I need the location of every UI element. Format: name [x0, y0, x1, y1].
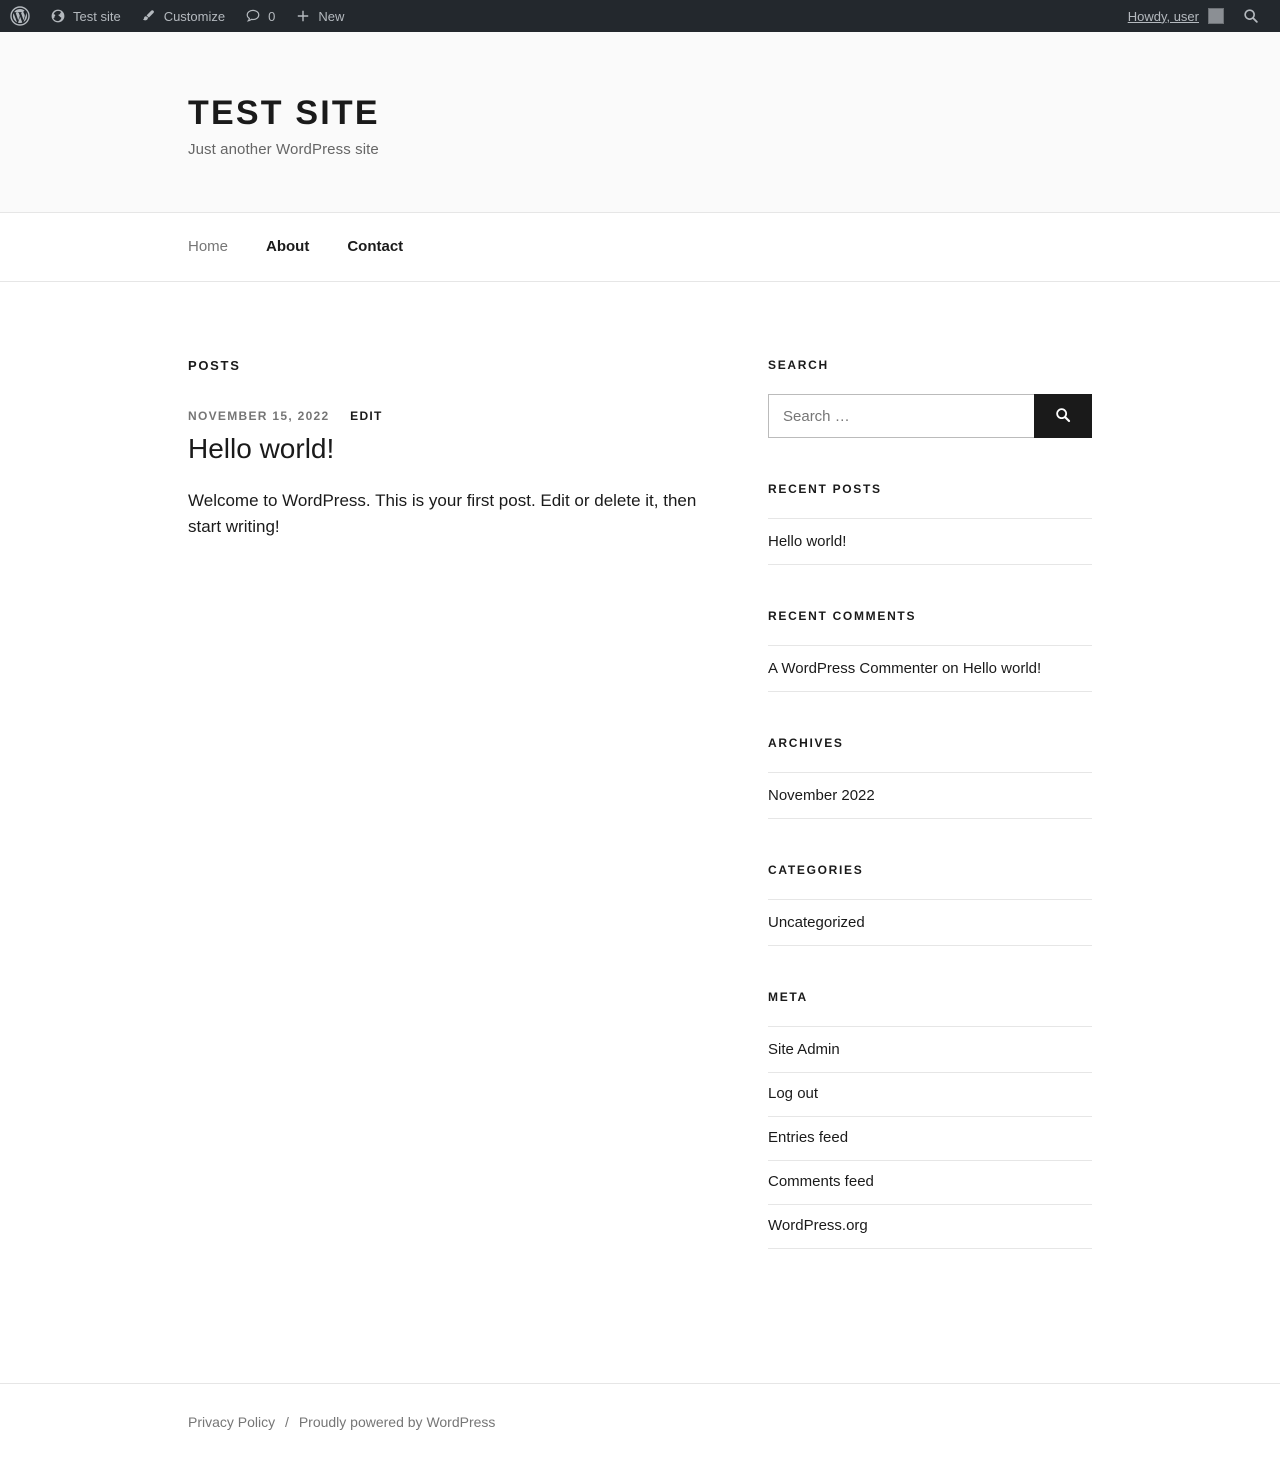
list-item[interactable]: [768, 1205, 1092, 1249]
search-submit-button[interactable]: [1034, 394, 1092, 438]
site-icon: [50, 8, 66, 24]
list-item[interactable]: [768, 1161, 1092, 1205]
primary-navigation: [0, 213, 1280, 282]
nav-item-home[interactable]: [188, 238, 228, 256]
meta-list: [768, 1026, 1092, 1249]
plus-icon: [295, 8, 311, 24]
footer-separator: /: [285, 1414, 289, 1430]
widget-recent-comments: [768, 609, 1092, 692]
widget-title-meta: META: [768, 990, 808, 1004]
comment-bubble-icon: [245, 8, 261, 24]
widget-title-search: SEARCH: [768, 358, 829, 372]
list-item[interactable]: [768, 1026, 1092, 1073]
search-icon: [1242, 7, 1260, 25]
admin-bar-customize-label: Customize: [163, 8, 226, 24]
nav-item-about[interactable]: [266, 238, 309, 256]
category-link[interactable]: Uncategorized: [768, 914, 865, 931]
list-item: [768, 645, 1092, 692]
list-item[interactable]: [768, 772, 1092, 819]
post-meta: [188, 409, 768, 423]
admin-bar-left: [0, 0, 354, 32]
nav-link-contact[interactable]: Contact: [347, 238, 404, 255]
powered-by-link[interactable]: Proudly powered by WordPress: [298, 1414, 496, 1430]
admin-bar-right: [1118, 7, 1272, 25]
archive-link[interactable]: November 2022: [768, 787, 875, 804]
admin-bar-my-account[interactable]: [1118, 8, 1234, 24]
meta-link-wordpress-org[interactable]: WordPress.org: [768, 1217, 868, 1234]
post-excerpt: Welcome to WordPress. This is your first post. Edit or delete it, then start writing!: [188, 491, 697, 537]
content-area: [188, 282, 1092, 1383]
post-content: [188, 488, 768, 541]
recent-posts-list: [768, 518, 1092, 565]
nav-item-contact[interactable]: [347, 238, 403, 256]
paintbrush-icon: [141, 8, 157, 24]
admin-bar-search-button[interactable]: [1234, 7, 1272, 25]
posts-heading: POSTS: [188, 358, 241, 373]
privacy-policy-link[interactable]: Privacy Policy: [188, 1414, 276, 1430]
avatar: [1208, 8, 1224, 24]
recent-post-link[interactable]: Hello world!: [768, 533, 847, 550]
admin-bar-item-site-name[interactable]: [40, 0, 131, 32]
site-header: [0, 32, 1280, 213]
widget-title-recent-comments: RECENT COMMENTS: [768, 609, 917, 623]
widget-categories: [768, 863, 1092, 946]
admin-bar-new-label: New: [318, 8, 345, 24]
admin-bar-item-customize[interactable]: [131, 0, 235, 32]
widget-title-categories: CATEGORIES: [768, 863, 864, 877]
post-edit-link[interactable]: EDIT: [350, 409, 383, 423]
nav-link-about[interactable]: About: [266, 238, 310, 255]
post-date-link[interactable]: NOVEMBER 15, 2022: [188, 409, 330, 423]
meta-link-entries-feed[interactable]: Entries feed: [768, 1129, 849, 1146]
site-title-text: TEST SITE: [188, 94, 380, 132]
widget-title-recent-posts: RECENT POSTS: [768, 482, 882, 496]
nav-list: [188, 213, 1092, 281]
admin-bar-item-new[interactable]: [285, 0, 354, 32]
comment-on-label: on: [941, 660, 959, 677]
search-input[interactable]: [768, 394, 1034, 438]
meta-link-site-admin[interactable]: Site Admin: [768, 1041, 840, 1058]
widget-title-archives: ARCHIVES: [768, 736, 844, 750]
search-form: [768, 394, 1092, 438]
widget-search: [768, 358, 1092, 438]
admin-bar: [0, 0, 1280, 32]
categories-list: [768, 899, 1092, 946]
widget-recent-posts: [768, 482, 1092, 565]
meta-link-comments-feed[interactable]: Comments feed: [768, 1173, 874, 1190]
list-item[interactable]: [768, 899, 1092, 946]
comment-post-link[interactable]: Hello world!: [962, 660, 1042, 677]
wordpress-logo-icon: [10, 6, 30, 26]
sidebar: [768, 358, 1092, 1293]
nav-link-home[interactable]: Home: [188, 238, 229, 255]
comment-author: A WordPress Commenter: [768, 660, 938, 677]
admin-bar-howdy-label: Howdy, user: [1127, 8, 1199, 24]
site-footer: [0, 1383, 1280, 1460]
archives-list: [768, 772, 1092, 819]
page-title: [188, 94, 1092, 133]
site-description: Just another WordPress site: [188, 141, 379, 158]
post-title-link[interactable]: Hello world!: [188, 433, 335, 464]
footer-credits: [188, 1414, 1092, 1430]
admin-bar-site-name-label: Test site: [73, 8, 121, 24]
recent-comments-list: [768, 645, 1092, 692]
widget-meta: [768, 990, 1092, 1249]
widget-archives: [768, 736, 1092, 819]
post-article: [188, 409, 768, 541]
search-icon: [1054, 406, 1072, 427]
admin-bar-item-comments[interactable]: [235, 0, 285, 32]
main-content: [188, 358, 768, 1293]
list-item[interactable]: [768, 1117, 1092, 1161]
meta-link-log-out[interactable]: Log out: [768, 1085, 819, 1102]
post-title: [188, 431, 768, 466]
wordpress-logo-button[interactable]: [0, 0, 40, 32]
admin-bar-comments-count: 0: [268, 8, 276, 24]
list-item[interactable]: [768, 518, 1092, 565]
list-item[interactable]: [768, 1073, 1092, 1117]
